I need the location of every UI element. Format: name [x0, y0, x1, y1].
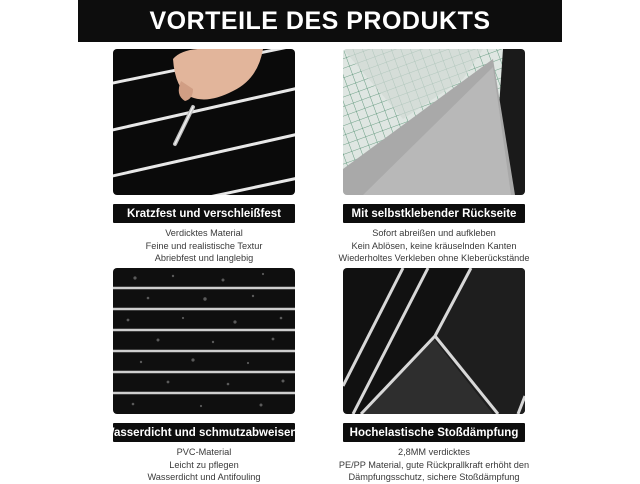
scratch-resistant-image — [113, 49, 295, 195]
description-line: Feine und realistische Textur — [145, 240, 263, 251]
description-line: Kein Ablösen, keine kräuselnden Kanten — [351, 240, 517, 251]
feature-label-scratch: Kratzfest und verschleißfest — [113, 204, 295, 223]
feature-label-adhesive: Mit selbstklebender Rückseite — [343, 204, 525, 223]
self-adhesive-image — [343, 49, 525, 195]
description-line: Dämpfungsschutz, sichere Stoßdämpfung — [348, 472, 520, 482]
waterproof-image — [113, 268, 295, 414]
feature-description-shock — [324, 446, 544, 484]
description-line: Wiederholtes Verkleben ohne Kleberückstände — [338, 253, 530, 263]
description-line: PE/PP Material, gute Rückprallkraft erhöht den — [338, 459, 530, 470]
page-title: VORTEILE DES PRODUKTS — [149, 6, 491, 35]
feature-description-scratch — [94, 227, 314, 265]
description-line: Leicht zu pflegen — [169, 459, 239, 470]
description-line: Abriebfest und langlebig — [154, 253, 254, 263]
shock-absorption-image — [343, 268, 525, 414]
description-line: Verdicktes Material — [165, 228, 243, 238]
description-line: Wasserdicht und Antifouling — [147, 472, 261, 482]
header-banner — [78, 0, 562, 42]
feature-label-shock: Hochelastische Stoßdämpfung — [343, 423, 525, 442]
description-line: Sofort abreißen und aufkleben — [372, 228, 496, 238]
description-line: PVC-Material — [176, 447, 232, 457]
feature-label-waterproof: Wasserdicht und schmutzabweisend — [113, 423, 295, 442]
feature-description-adhesive — [324, 227, 544, 265]
feature-description-waterproof — [94, 446, 314, 484]
description-line: 2,8MM verdicktes — [398, 447, 470, 457]
